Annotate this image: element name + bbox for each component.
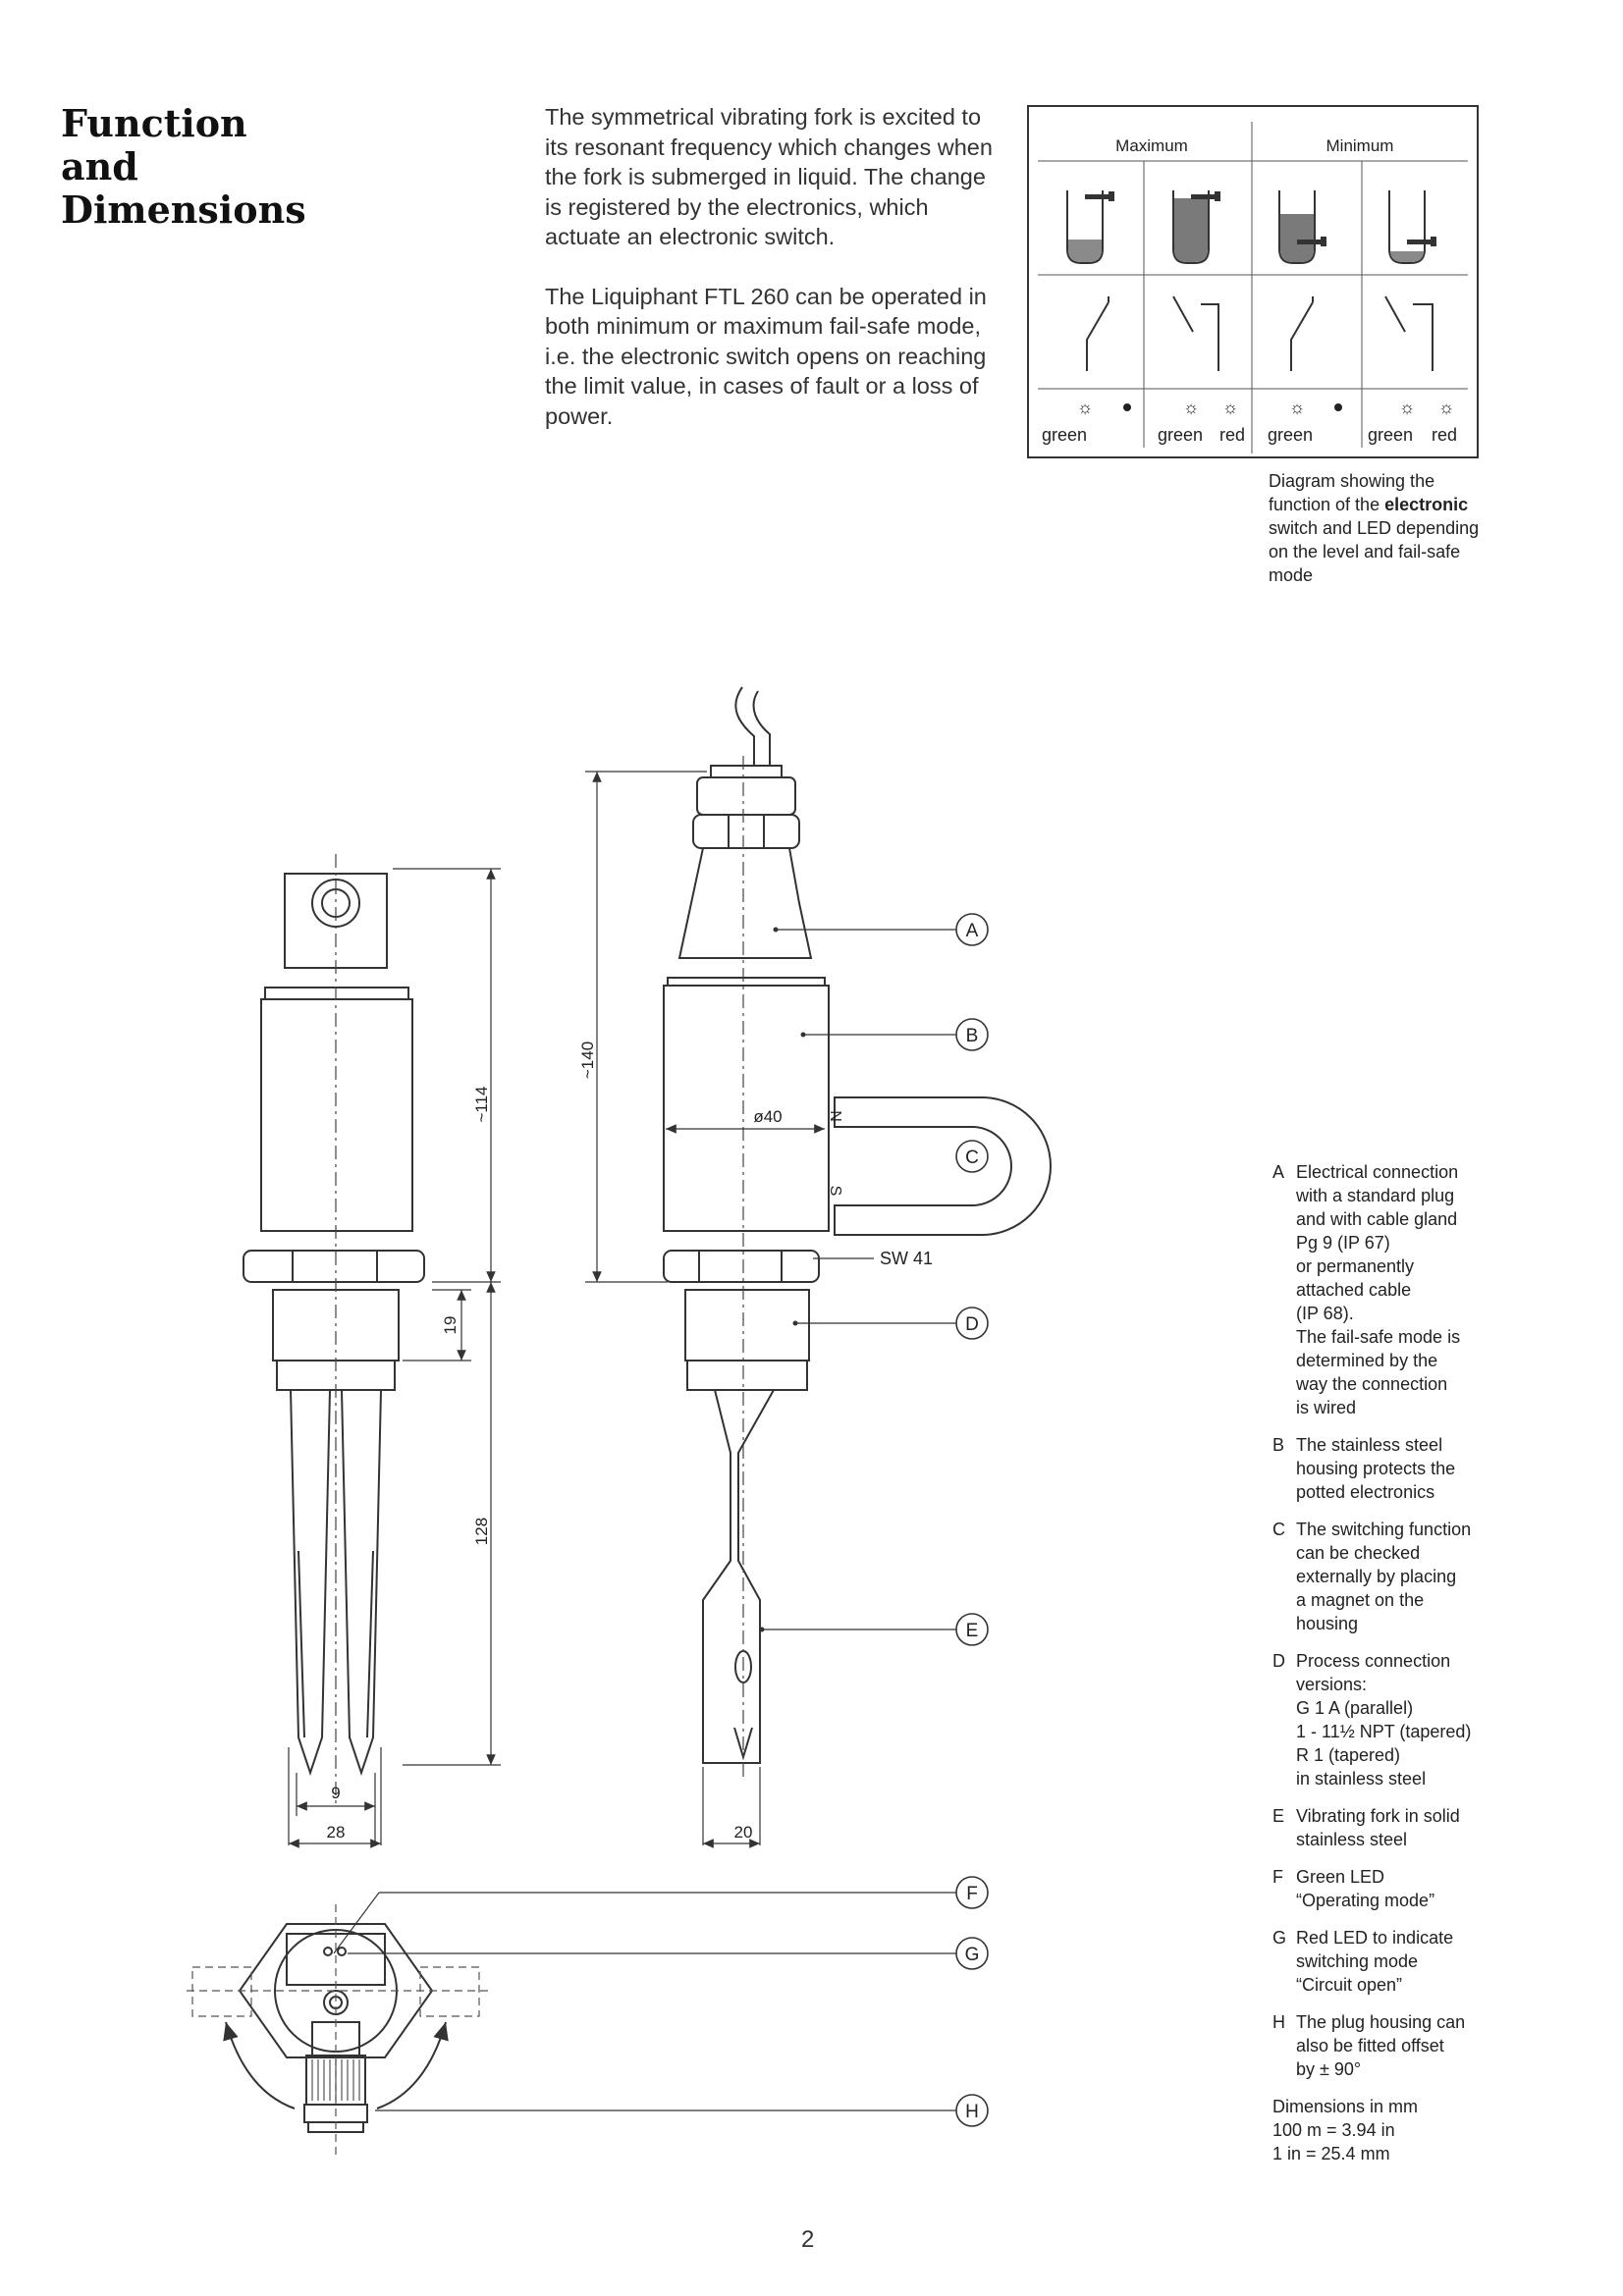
legend-letter: G xyxy=(1272,1928,1287,1948)
vessel-max-green xyxy=(1067,190,1114,263)
legend-letter: D xyxy=(1272,1651,1285,1671)
legend-letter: B xyxy=(1272,1435,1285,1455)
front-view-dimensions xyxy=(585,772,874,1845)
diagram-caption xyxy=(1269,469,1494,587)
heading-line-2: and xyxy=(61,144,138,188)
legend-item-e xyxy=(1272,1804,1528,1851)
led-label-red: red xyxy=(1432,425,1458,445)
legend-letter: A xyxy=(1272,1162,1285,1182)
callout-b: B xyxy=(965,1026,979,1046)
legend-text: The stainless steel housing protects the potted electronics xyxy=(1296,1435,1456,1502)
caption-text-end: switch and LED depending on the level and fail-safe mode xyxy=(1269,518,1480,585)
led-off-icon xyxy=(1123,403,1131,411)
legend-text: Vibrating fork in solid stainless steel xyxy=(1296,1806,1460,1849)
legend-item-b xyxy=(1272,1433,1528,1504)
dimension-128: 128 xyxy=(472,1517,491,1546)
technical-drawing xyxy=(0,667,1257,2199)
wrench-size-label: SW 41 xyxy=(880,1249,934,1268)
callout-h: H xyxy=(965,2102,979,2122)
heading-line-1: Function xyxy=(61,101,247,145)
caption-bold: electronic xyxy=(1384,495,1469,514)
dimension-19: 19 xyxy=(441,1315,460,1335)
legend-item-a xyxy=(1272,1160,1528,1419)
callout-a: A xyxy=(965,921,979,941)
vessel-max-red xyxy=(1173,190,1220,263)
legend-text: Green LED “Operating mode” xyxy=(1296,1867,1435,1910)
legend-item-d xyxy=(1272,1649,1528,1790)
connector-knurl xyxy=(312,2059,359,2101)
legend-item-f xyxy=(1272,1865,1528,1912)
dimension-28: 28 xyxy=(326,1823,346,1842)
led-indicators xyxy=(1077,398,1455,417)
callout-f: F xyxy=(966,1884,978,1904)
legend-letter: H xyxy=(1272,2012,1285,2032)
callout-c: C xyxy=(965,1148,979,1168)
legend-text: Red LED to indicate switching mode “Circuit open” xyxy=(1296,1928,1454,1995)
function-diagram xyxy=(1026,104,1480,459)
magnet-pole-s: S xyxy=(827,1185,843,1197)
legend xyxy=(1272,1160,1528,2165)
led-lit-icon: ☼ xyxy=(1221,398,1239,417)
led-label-red: red xyxy=(1219,425,1246,445)
page-number: 2 xyxy=(801,2226,815,2253)
legend-text: The switching function can be checked externally by placing a magnet on the housing xyxy=(1296,1520,1472,1633)
dimensions-note: Dimensions in mm 100 m = 3.94 in 1 in = 25.4 mm xyxy=(1272,2097,1419,2163)
legend-letter: F xyxy=(1272,1867,1283,1887)
callout-g: G xyxy=(964,1945,980,1965)
dimension-20: 20 xyxy=(733,1823,753,1842)
legend-item-g xyxy=(1272,1926,1528,1997)
led-label-green: green xyxy=(1368,425,1414,445)
led-lit-icon: ☼ xyxy=(1288,398,1306,417)
legend-text: Electrical connection with a standard plug and with cable gland Pg 9 (IP 67) or permanently attached cable (IP 68). The fail-safe mode is determined by the way the connection is wired xyxy=(1296,1162,1461,1417)
page-heading xyxy=(61,102,316,232)
legend-letter: C xyxy=(1272,1520,1285,1539)
callout-d: D xyxy=(965,1314,979,1335)
dimension-diameter-40: ø40 xyxy=(753,1107,783,1126)
legend-text: Process connection versions: G 1 A (parallel) 1 - 11½ NPT (tapered) R 1 (tapered) in stainless steel xyxy=(1296,1651,1472,1789)
legend-letter: E xyxy=(1272,1806,1285,1826)
caption-text: Diagram showing the function of the xyxy=(1269,471,1435,514)
led-lit-icon: ☼ xyxy=(1398,398,1416,417)
dimension-9: 9 xyxy=(331,1784,341,1802)
column-maximum: Maximum xyxy=(1115,136,1188,155)
led-lit-icon: ☼ xyxy=(1182,398,1200,417)
led-label-green: green xyxy=(1268,425,1314,445)
intro-paragraph-1: The symmetrical vibrating fork is excited to its resonant frequency which changes when the fork is submerged in liquid. The change is registered by the electronics, which actuate an electronic switch. xyxy=(545,104,993,249)
led-off-icon xyxy=(1334,403,1342,411)
led-label-green: green xyxy=(1158,425,1204,445)
callout-markers xyxy=(956,914,988,2126)
led-lit-icon: ☼ xyxy=(1437,398,1455,417)
dimension-140: ~140 xyxy=(578,1041,597,1080)
side-view xyxy=(243,874,424,1773)
callout-leaders xyxy=(334,930,956,2110)
magnet xyxy=(835,1097,1051,1235)
column-minimum: Minimum xyxy=(1325,136,1394,155)
side-view-dimensions xyxy=(289,869,501,1845)
vessel-min-green xyxy=(1279,190,1326,263)
legend-text: The plug housing can also be fitted offset by ± 90° xyxy=(1296,2012,1466,2079)
intro-paragraph-2: The Liquiphant FTL 260 can be operated in both minimum or maximum fail-safe mode, i.e. the electronic switch opens on reaching the limit value, in cases of fault or a loss of power. xyxy=(545,283,987,429)
led-label-green: green xyxy=(1042,425,1088,445)
legend-item-h xyxy=(1272,2010,1528,2081)
dimension-114: ~114 xyxy=(472,1086,491,1123)
intro-text xyxy=(545,102,997,460)
callout-e: E xyxy=(965,1621,979,1641)
led-lit-icon: ☼ xyxy=(1076,398,1094,417)
switch-symbols xyxy=(1087,296,1433,371)
front-view xyxy=(664,687,829,1763)
legend-item-c xyxy=(1272,1518,1528,1635)
vessel-min-red xyxy=(1389,190,1436,263)
magnet-pole-n: N xyxy=(827,1110,843,1122)
heading-line-3: Dimensions xyxy=(61,187,306,232)
